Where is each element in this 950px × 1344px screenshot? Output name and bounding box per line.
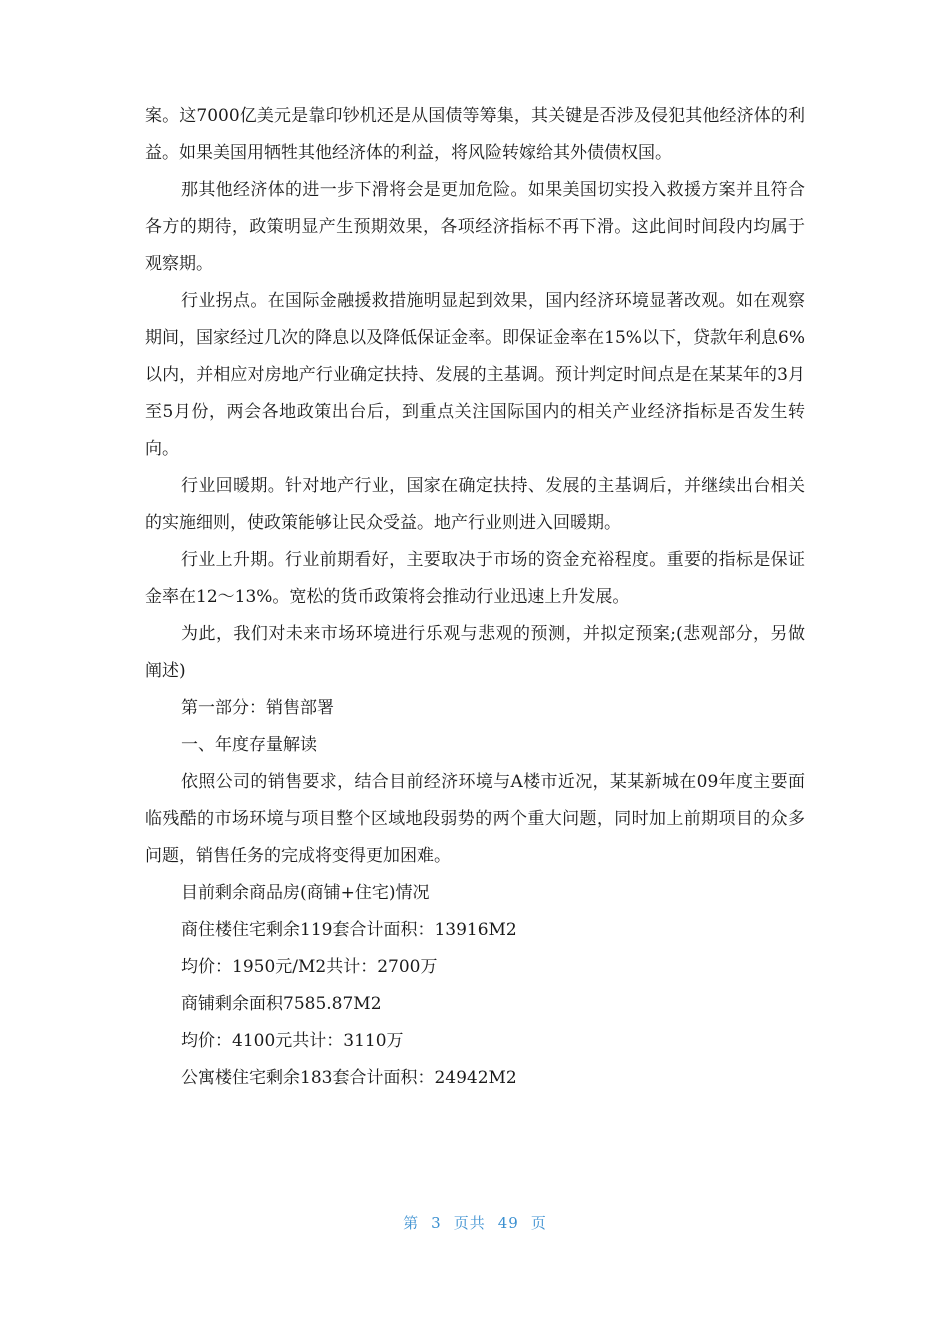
inventory-heading: 目前剩余商品房(商铺+住宅)情况 xyxy=(181,883,430,903)
footer-prefix: 第 xyxy=(403,1214,420,1232)
footer-total-pages: 49 xyxy=(497,1214,519,1232)
paragraph-4: 行业回暖期。针对地产行业，国家在确定扶持、发展的主基调后，并继续出台相关的实施细则，使政策能够让民众受益。地产行业则进入回暖期。 xyxy=(145,476,805,533)
document-body xyxy=(145,98,805,1097)
inventory-line-4: 均价：4100元共计：3110万 xyxy=(181,1031,404,1051)
subsection-heading: 一、年度存量解读 xyxy=(181,735,317,755)
footer-current-page: 3 xyxy=(431,1214,442,1232)
section-heading: 第一部分：销售部署 xyxy=(181,698,334,718)
paragraph-2: 那其他经济体的进一步下滑将会是更加危险。如果美国切实投入救援方案并且符合各方的期待，政策明显产生预期效果，各项经济指标不再下滑。这此间时间段内均属于观察期。 xyxy=(145,180,805,274)
paragraph-6: 为此，我们对未来市场环境进行乐观与悲观的预测，并拟定预案;(悲观部分，另做阐述) xyxy=(145,624,805,681)
footer-mid: 页共 xyxy=(453,1214,486,1232)
footer-suffix: 页 xyxy=(530,1214,547,1232)
inventory-line-1: 商住楼住宅剩余119套合计面积：13916M2 xyxy=(181,920,517,940)
paragraph-5: 行业上升期。行业前期看好，主要取决于市场的资金充裕程度。重要的指标是保证金率在12～13%。宽松的货币政策将会推动行业迅速上升发展。 xyxy=(145,550,805,607)
inventory-line-5: 公寓楼住宅剩余183套合计面积：24942M2 xyxy=(181,1068,517,1088)
paragraph-9: 依照公司的销售要求，结合目前经济环境与A楼市近况，某某新城在09年度主要面临残酷的市场环境与项目整个区域地段弱势的两个重大问题，同时加上前期项目的众多问题，销售任务的完成将变得更加困难。 xyxy=(145,772,805,866)
paragraph-3: 行业拐点。在国际金融援救措施明显起到效果，国内经济环境显著改观。如在观察期间，国家经过几次的降息以及降低保证金率。即保证金率在15%以下，贷款年利息6%以内，并相应对房地产行业确定扶持、发展的主基调。预计判定时间点是在某某年的3月至5月份，两会各地政策出台后，到重点关注国际国内的相关产业经济指标是否发生转向。 xyxy=(145,291,805,459)
paragraph-1: 案。这7000亿美元是靠印钞机还是从国债等筹集，其关键是否涉及侵犯其他经济体的利益。如果美国用牺牲其他经济体的利益，将风险转嫁给其外债债权国。 xyxy=(145,106,805,163)
inventory-line-3: 商铺剩余面积7585.87M2 xyxy=(181,994,382,1014)
inventory-line-2: 均价：1950元/M2共计：2700万 xyxy=(181,957,438,977)
page-footer xyxy=(0,1212,950,1233)
